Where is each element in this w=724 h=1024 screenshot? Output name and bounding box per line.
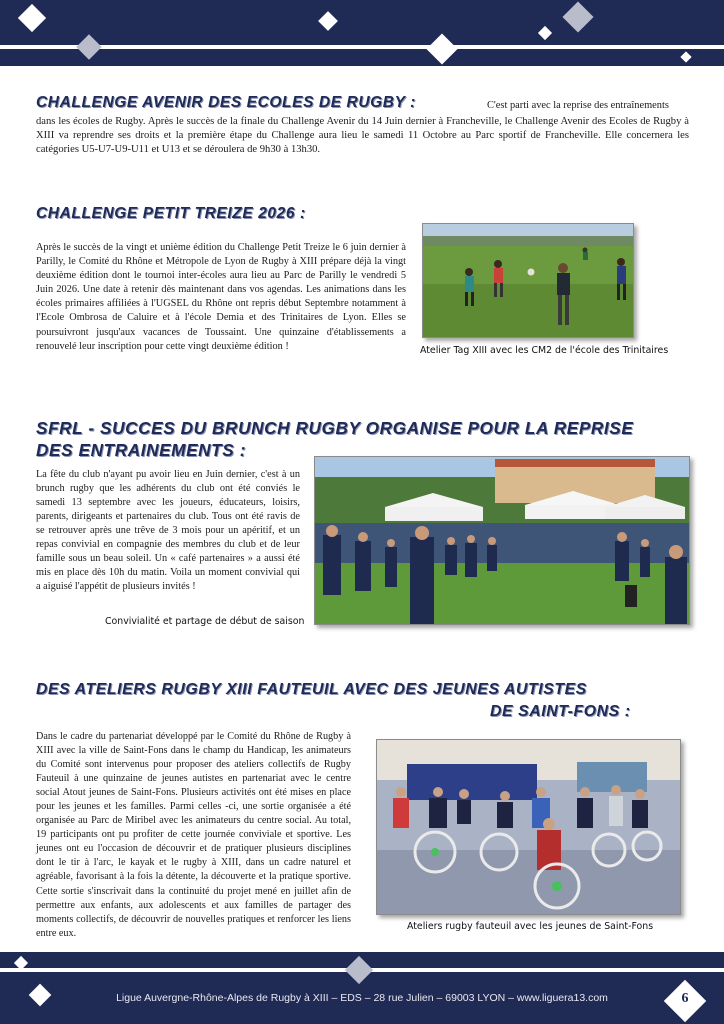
section-text-ateliers-fauteuil: Dans le cadre du partenariat développé par le Comité du Rhône de Rugby à XIII avec la ville de Saint-Fons dans le champ du Handicap, les animateurs du Comité sont intervenus pour proposer des ateliers collectifs de Rugby Fauteuil à une quinzaine de jeunes autistes en partenariat avec le centre social Atout jeunes de Saint-Fons. Plusieurs activités ont été mises en place pour les jeunes et les familles. Parmi celles -ci, une sortie organisée a été organisée au Parc de Miribel avec les animateurs du centre social. Au total, 19 participants ont pu profiter de cette journée conviviale et sportive. Les jeunes ont eu l'occasion de découvrir et de pratiquer plusieurs disciplines dont le tir à l'arc, le kayak et le rugby à XIII, dans un cadre naturel et agréable, favorisant à la fois la détente, la découverte et la pratique sportive. Cette sortie s'inscrivait dans la continuité du projet mené en juillet afin de permettre aux enfants, aux adolescents et aux familles de partager des moments collectifs, de découvrir de nouvelles pratiques et renforcer les liens entre eux. bbox=[36, 731, 351, 939]
section-title-challenge-avenir: CHALLENGE AVENIR DES ECOLES DE RUGBY : bbox=[36, 94, 416, 111]
photo-brunch-image bbox=[315, 457, 690, 625]
photo-rugby-fauteuil bbox=[376, 739, 681, 915]
section-text-petit-treize: Après le succès de la vingt et unième édition du Challenge Petit Treize le 6 juin dernier à Parilly, le Comité du Rhône et Métropole de Lyon de Rugby à XIII prépare déjà la vingt deuxième édition dont le tournoi inter-écoles aura lieu au Parc de Parilly le vendredi 5 Juin 2026. Une date à retenir dès maintenant dans vos agendas. Les animations dans les écoles primaires affiliées à l'UGSEL du Rhône ont repris début Septembre notamment à l'Ecole Ombrosa de Caluire et à l'école Demia et des Trinitaires de Lyon. Elles se poursuivront jusqu'aux vacances de Toussaint. Une quinzaine d'établissements a renouvelé leur inscription pour cette vingt deuxième édition ! bbox=[36, 242, 406, 352]
photo-brunch-rugby bbox=[314, 456, 690, 625]
caption-brunch: Convivialité et partage de début de saison bbox=[105, 616, 305, 627]
caption-fauteuil: Ateliers rugby fauteuil avec les jeunes de Saint-Fons bbox=[407, 921, 654, 932]
page-number: 6 bbox=[681, 991, 689, 1006]
section-title-ateliers-fauteuil-line2: DE SAINT-FONS : bbox=[490, 703, 631, 720]
section-title-sfrl-brunch-line1: SFRL - SUCCES DU BRUNCH RUGBY ORGANISE POUR LA REPRISE bbox=[36, 418, 634, 438]
photo-tag-xiii-atelier bbox=[422, 223, 634, 338]
section-title-sfrl-brunch-line2: DES ENTRAINEMENTS : bbox=[36, 440, 247, 460]
section-text-challenge-avenir: dans les écoles de Rugby. Après le succès de la finale du Challenge Avenir du 14 Juin dernier à Francheville, le Challenge Avenir des Ecoles de Rugby à XIII va reprendre ses droits et la première étape du Challenge aura lieu le samedi 11 Octobre au Parc sportif de Francheville. Elle concernera les catégories U5-U7-U9-U11 et U13 et se déroulera de 9h30 à 13h30. bbox=[36, 116, 689, 156]
photo-tag-xiii-image bbox=[423, 224, 634, 338]
header-stripe bbox=[0, 45, 724, 49]
section-title-petit-treize: CHALLENGE PETIT TREIZE 2026 : bbox=[36, 205, 306, 222]
footer-address: Ligue Auvergne-Rhône-Alpes de Rugby à XIII – EDS – 28 rue Julien – 69003 LYON – www.liguera13.com bbox=[116, 992, 608, 1004]
section-lead-challenge-avenir: C'est parti avec la reprise des entraînements bbox=[487, 100, 669, 111]
section-text-sfrl-brunch: La fête du club n'ayant pu avoir lieu en Juin dernier, c'est à un brunch rugby que les adhérents du club ont été conviés le samedi 13 septembre avec les joueurs, éducateurs, loisirs, parents, dirigeants et partenaires du club. Tous ont été ravis de se retrouver après une trêve de 3 mois pour un apéritif, et un repas convivial en compagnie des membres du club et de leur famille sous un beau soleil. Un « café partenaires » a aussi été mis en place dès 10h du matin. Voila un moment convivial qui a aiguisé l'appétit de plusieurs invités ! bbox=[36, 469, 300, 593]
photo-fauteuil-image bbox=[377, 740, 681, 915]
section-title-ateliers-fauteuil-line1: DES ATELIERS RUGBY XIII FAUTEUIL AVEC DES JEUNES AUTISTES bbox=[36, 681, 587, 698]
caption-tag-xiii: Atelier Tag XIII avec les CM2 de l'école des Trinitaires bbox=[420, 345, 669, 356]
header-band bbox=[0, 0, 724, 66]
